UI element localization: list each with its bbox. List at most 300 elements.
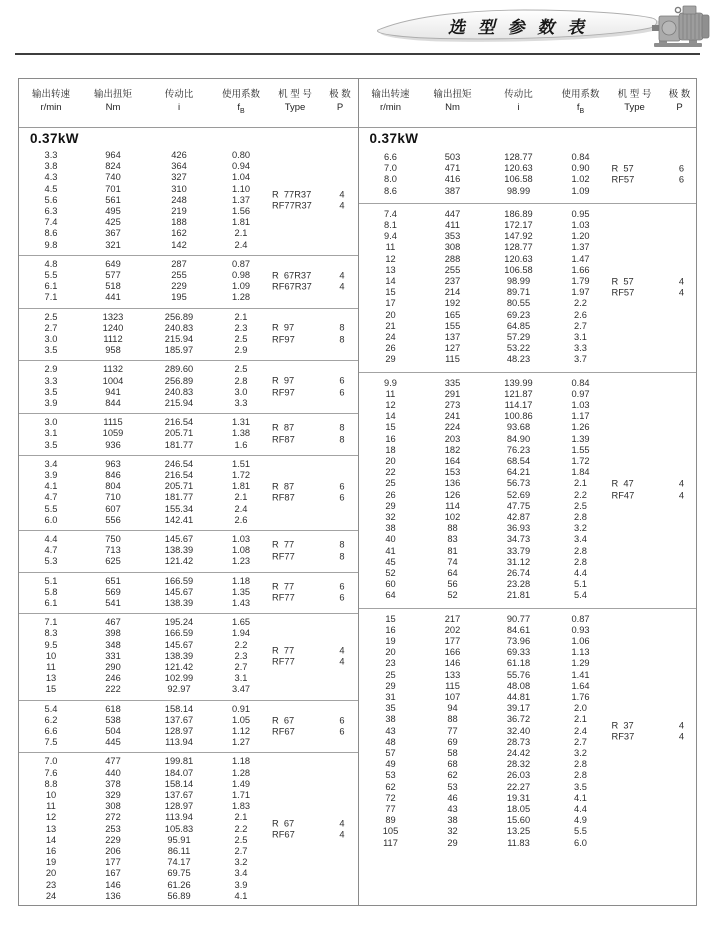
table-section (359, 608, 697, 855)
speed-cell: 5.5 (44, 269, 58, 280)
ratio-cell: 32.40 (506, 725, 531, 736)
torque-cell: 241 (444, 411, 461, 422)
torque-cell: 146 (444, 658, 461, 669)
fb-cell: 5.4 (574, 590, 587, 601)
ratio-cell: 36.72 (506, 714, 531, 725)
fb-cell: 2.2 (574, 489, 587, 500)
ratio-cell: 56.89 (167, 890, 191, 901)
fb-cell: 0.84 (571, 151, 590, 162)
ratio-cell: 327 (171, 172, 187, 183)
fb-cell: 4.1 (234, 890, 248, 901)
ratio-cell: 105.83 (164, 823, 194, 834)
type-cell: R 67 (272, 818, 295, 829)
ratio-cell: 138.39 (164, 545, 194, 556)
ratio-cell: 92.97 (167, 684, 191, 695)
torque-cell: 710 (105, 492, 121, 503)
fb-cell: 4.1 (574, 792, 587, 803)
torque-cell: 237 (444, 275, 461, 286)
model-line (267, 581, 357, 593)
model-line (267, 282, 357, 294)
speed-cell: 8.1 (384, 219, 397, 230)
speed-cell: 4.4 (44, 533, 58, 544)
speed-cell: 16 (385, 433, 396, 444)
speed-cell: 18 (385, 444, 396, 455)
poles-cell: 6 (339, 375, 345, 386)
torque-cell: 69 (447, 736, 458, 747)
fb-cell: 2.1 (574, 714, 587, 725)
speed-cell: 3.8 (44, 161, 58, 172)
speed-cell: 29 (385, 680, 396, 691)
ratio-cell: 21.81 (506, 590, 531, 601)
speed-cell: 7.1 (44, 292, 58, 303)
torque-cell: 941 (105, 386, 121, 397)
model-poles-block (267, 715, 357, 738)
type-cell: R 57 (611, 163, 634, 174)
torque-cell: 411 (445, 219, 460, 230)
speed-cell: 15 (385, 613, 396, 624)
torque-cell: 335 (444, 377, 461, 388)
torque-cell: 272 (105, 812, 121, 823)
torque-cell: 518 (105, 281, 121, 292)
torque-cell: 607 (105, 503, 121, 514)
poles-cell: 4 (678, 490, 685, 501)
speed-cell: 7.4 (44, 217, 58, 228)
torque-cell: 936 (105, 439, 121, 450)
model-line (267, 593, 357, 605)
fb-cell: 4.4 (574, 804, 587, 815)
torque-cell: 625 (105, 556, 121, 567)
ratio-cell: 15.60 (506, 815, 531, 826)
speed-cell: 12 (45, 812, 57, 823)
ratio-cell: 121.42 (164, 662, 194, 673)
fb-cell: 1.18 (231, 756, 251, 767)
ratio-cell: 137.67 (164, 790, 194, 801)
torque-cell: 192 (444, 298, 461, 309)
speed-cell: 3.5 (44, 439, 58, 450)
fb-cell: 2.6 (574, 309, 587, 320)
poles-cell: 4 (678, 478, 685, 489)
fb-cell: 2.6 (234, 514, 248, 525)
ratio-cell: 195 (171, 292, 187, 303)
fb-cell: 3.2 (574, 748, 587, 759)
ratio-cell: 33.79 (506, 545, 531, 556)
model-line (267, 201, 357, 213)
ratio-cell: 22.27 (506, 781, 531, 792)
fb-cell: 1.03 (571, 219, 590, 230)
type-cell: RF77 (272, 551, 295, 562)
fb-cell: 1.31 (231, 417, 251, 428)
torque-cell: 74 (447, 556, 458, 567)
speed-cell: 23 (385, 658, 396, 669)
fb-cell: 0.90 (571, 163, 590, 174)
ratio-cell: 364 (171, 161, 187, 172)
ratio-cell: 139.99 (504, 377, 533, 388)
ratio-cell: 142.41 (164, 514, 194, 525)
speed-cell: 14 (45, 834, 57, 845)
speed-cell: 53 (385, 770, 396, 781)
speed-cell: 5.5 (44, 503, 58, 514)
ratio-cell: 69.33 (506, 647, 531, 658)
fb-cell: 1.28 (231, 767, 251, 778)
speed-cell: 35 (385, 703, 396, 714)
fb-cell: 3.47 (231, 684, 251, 695)
ratio-cell: 199.81 (164, 756, 194, 767)
ratio-cell: 216.54 (164, 417, 194, 428)
model-poles-block (607, 276, 697, 299)
fb-cell: 2.8 (574, 556, 587, 567)
torque-cell: 107 (444, 692, 461, 703)
table-section (19, 455, 358, 530)
model-line (267, 715, 357, 727)
ratio-cell: 145.67 (164, 586, 194, 597)
speed-cell: 17 (385, 298, 396, 309)
fb-cell: 1.79 (571, 275, 590, 286)
speed-cell: 6.0 (44, 514, 58, 525)
table-section (19, 255, 358, 308)
ratio-cell: 56.73 (506, 478, 531, 489)
speed-cell: 7.1 (44, 617, 58, 628)
ratio-cell: 240.83 (164, 386, 194, 397)
fb-cell: 2.4 (234, 239, 248, 250)
speed-cell: 11 (385, 388, 396, 399)
gearmotor-image (650, 2, 714, 50)
type-cell: R 37 (611, 720, 634, 731)
ratio-cell: 18.05 (506, 804, 531, 815)
poles-cell: 4 (339, 270, 345, 281)
speed-cell: 20 (385, 647, 396, 658)
ratio-cell: 142 (171, 239, 187, 250)
torque-cell: 416 (444, 174, 461, 185)
speed-cell: 5.4 (44, 703, 58, 714)
ratio-cell: 240.83 (164, 322, 194, 333)
torque-cell: 331 (105, 650, 121, 661)
fb-cell: 1.12 (231, 726, 251, 737)
torque-cell: 56 (447, 579, 458, 590)
torque-cell: 495 (105, 205, 121, 216)
speed-cell: 8.6 (44, 228, 58, 239)
header-model: 机 型 号 Type (278, 89, 312, 113)
torque-cell: 88 (447, 714, 458, 725)
fb-cell: 1.97 (571, 287, 590, 298)
type-cell: R 77 (272, 539, 295, 550)
torque-cell: 290 (105, 662, 121, 673)
fb-cell: 2.8 (574, 759, 587, 770)
fb-cell: 2.3 (234, 322, 248, 333)
fb-cell: 1.17 (571, 411, 590, 422)
torque-cell: 445 (105, 737, 121, 748)
ratio-cell: 128.97 (164, 801, 194, 812)
ratio-cell: 113.94 (165, 737, 193, 748)
poles-cell: 4 (339, 656, 345, 667)
type-cell: RF67R37 (272, 281, 312, 292)
torque-cell: 32 (447, 826, 458, 837)
speed-cell: 16 (45, 846, 57, 857)
speed-cell: 11 (46, 662, 56, 673)
poles-cell: 6 (339, 581, 345, 592)
fb-cell: 1.76 (571, 692, 590, 703)
ratio-cell: 155.34 (164, 503, 194, 514)
model-line (267, 645, 357, 657)
torque-cell: 824 (105, 161, 121, 172)
ratio-cell: 74.17 (167, 857, 191, 868)
speed-cell: 72 (385, 792, 396, 803)
speed-cell: 49 (385, 759, 396, 770)
speed-cell: 10 (45, 650, 57, 661)
header-output-torque: 输出扭矩 Nm (433, 89, 472, 113)
speed-cell: 8.6 (384, 185, 397, 196)
torque-cell: 77 (447, 725, 458, 736)
torque-cell: 88 (447, 523, 458, 534)
torque-cell: 202 (444, 624, 461, 635)
fb-cell: 3.4 (234, 868, 248, 879)
torque-cell: 561 (105, 194, 121, 205)
fb-cell: 3.0 (234, 386, 248, 397)
model-line (607, 163, 697, 175)
type-cell: R 67R37 (272, 270, 312, 281)
fb-cell: 1.47 (571, 253, 590, 264)
ratio-cell: 114.17 (504, 399, 533, 410)
speed-cell: 3.4 (44, 458, 58, 469)
ratio-cell: 31.12 (506, 556, 531, 567)
torque-cell: 348 (105, 639, 121, 650)
torque-cell: 963 (105, 458, 121, 469)
ratio-cell: 47.75 (506, 500, 531, 511)
speed-cell: 5.3 (44, 556, 58, 567)
poles-cell: 8 (339, 551, 345, 562)
fb-cell: 3.7 (574, 354, 587, 365)
ratio-cell: 102.99 (164, 673, 194, 684)
fb-cell: 0.80 (231, 149, 251, 160)
fb-cell: 2.1 (234, 311, 248, 322)
speed-cell: 24 (45, 890, 57, 901)
fb-cell: 0.84 (571, 377, 590, 388)
torque-cell: 53 (447, 781, 458, 792)
ratio-cell: 39.17 (506, 703, 531, 714)
type-cell: RF77R37 (272, 200, 312, 211)
speed-cell: 9.4 (384, 231, 397, 242)
table-section (359, 372, 697, 608)
poles-cell: 4 (678, 731, 685, 742)
model-line (607, 720, 697, 732)
model-poles-block (267, 376, 357, 399)
ratio-cell: 52.69 (506, 489, 531, 500)
torque-cell: 222 (105, 684, 121, 695)
fb-cell: 1.02 (571, 174, 590, 185)
fb-cell: 0.91 (231, 703, 251, 714)
torque-cell: 387 (444, 185, 461, 196)
torque-cell: 214 (444, 287, 461, 298)
torque-cell: 127 (444, 343, 461, 354)
torque-cell: 569 (105, 586, 121, 597)
type-cell: RF97 (272, 334, 295, 345)
poles-cell: 4 (339, 281, 345, 292)
torque-cell: 353 (444, 231, 461, 242)
speed-cell: 45 (385, 556, 396, 567)
fb-cell: 0.87 (231, 258, 251, 269)
poles-cell: 4 (339, 189, 345, 200)
fb-cell: 3.2 (574, 523, 587, 534)
torque-cell: 504 (105, 726, 121, 737)
ratio-cell: 287 (171, 258, 187, 269)
speed-cell: 15 (385, 422, 396, 433)
speed-cell: 6.3 (44, 205, 58, 216)
fb-cell: 1.94 (231, 628, 251, 639)
speed-cell: 16 (385, 624, 396, 635)
ratio-cell: 26.03 (506, 770, 531, 781)
speed-cell: 4.7 (44, 545, 58, 556)
torque-cell: 203 (444, 433, 461, 444)
ratio-cell: 145.67 (164, 533, 194, 544)
speed-cell: 38 (385, 714, 396, 725)
model-poles-block (267, 270, 357, 293)
ratio-cell: 100.86 (504, 411, 533, 422)
ratio-cell: 98.99 (506, 185, 531, 196)
model-poles-block (607, 479, 697, 502)
fb-cell: 3.4 (574, 534, 587, 545)
speed-cell: 4.3 (44, 172, 58, 183)
model-line (267, 434, 357, 446)
fb-cell: 2.8 (234, 375, 248, 386)
table-left-column (19, 79, 358, 905)
speed-cell: 11 (46, 801, 56, 812)
speed-cell: 14 (385, 275, 396, 286)
torque-cell: 398 (105, 628, 121, 639)
table-section (19, 752, 358, 905)
torque-cell: 137 (444, 331, 461, 342)
fb-cell: 1.41 (571, 669, 590, 680)
ratio-cell: 158.14 (164, 703, 194, 714)
speed-cell: 60 (385, 579, 396, 590)
table-section (359, 147, 697, 203)
model-poles-block (607, 720, 697, 743)
fb-cell: 2.4 (574, 725, 587, 736)
speed-cell: 52 (385, 568, 396, 578)
model-line (267, 323, 357, 335)
type-cell: RF67 (272, 726, 295, 737)
fb-cell: 1.13 (571, 647, 590, 658)
model-line (267, 540, 357, 552)
ratio-cell: 36.93 (506, 523, 531, 534)
fb-cell: 2.8 (574, 511, 587, 522)
fb-cell: 1.08 (231, 545, 251, 556)
torque-cell: 846 (105, 469, 121, 480)
torque-cell: 102 (444, 511, 461, 522)
model-poles-block (267, 423, 357, 446)
fb-cell: 2.7 (574, 736, 587, 747)
speed-cell: 11 (385, 242, 396, 253)
torque-cell: 133 (444, 669, 461, 680)
fb-cell: 2.2 (574, 298, 587, 309)
torque-cell: 217 (444, 613, 461, 624)
speed-cell: 19 (385, 636, 396, 647)
model-line (607, 175, 697, 187)
speed-cell: 9.8 (44, 239, 58, 250)
speed-cell: 3.3 (44, 149, 58, 160)
speed-cell: 6.1 (44, 281, 58, 292)
fb-cell: 1.72 (231, 469, 251, 480)
torque-cell: 447 (444, 208, 461, 219)
torque-cell: 206 (105, 846, 121, 857)
speed-cell: 62 (385, 781, 396, 792)
torque-cell: 115 (445, 354, 460, 365)
fb-cell: 1.37 (231, 194, 251, 205)
torque-cell: 29 (447, 837, 458, 848)
ratio-cell: 158.14 (164, 778, 194, 789)
fb-cell: 2.2 (234, 639, 248, 650)
table-section (19, 147, 358, 255)
ratio-cell: 188 (171, 217, 187, 228)
type-cell: RF87 (272, 492, 295, 503)
torque-cell: 52 (447, 590, 458, 601)
torque-cell: 166 (444, 647, 461, 658)
ratio-cell: 76.23 (506, 444, 531, 455)
ratio-cell: 68.54 (506, 455, 531, 466)
torque-cell: 471 (444, 163, 461, 174)
poles-cell: 6 (339, 387, 345, 398)
torque-cell: 136 (105, 890, 121, 901)
ratio-cell: 23.28 (506, 579, 531, 590)
fb-cell: 2.8 (574, 770, 587, 781)
model-line (267, 334, 357, 346)
speed-cell: 13 (45, 823, 57, 834)
header-service-factor: 使用系数 $f_B$ (561, 89, 600, 115)
torque-cell: 146 (105, 879, 121, 890)
ratio-cell: 69.23 (506, 309, 531, 320)
speed-cell: 9.5 (44, 639, 58, 650)
torque-cell: 541 (105, 598, 121, 608)
fb-cell: 1.55 (571, 444, 590, 455)
power-rating-label: 0.37kW (369, 130, 419, 146)
poles-cell: 4 (678, 276, 685, 287)
ratio-cell: 215.94 (164, 397, 194, 408)
fb-cell: 5.5 (574, 826, 587, 837)
fb-cell: 0.94 (231, 161, 251, 172)
fb-cell: 1.72 (571, 455, 590, 466)
speed-cell: 7.5 (44, 737, 58, 748)
ratio-cell: 93.68 (506, 422, 531, 433)
ratio-cell: 48.08 (506, 680, 531, 691)
torque-cell: 844 (105, 397, 121, 408)
fb-cell: 1.03 (231, 533, 251, 544)
ratio-cell: 166.59 (164, 628, 194, 639)
torque-cell: 64 (447, 568, 458, 578)
speed-cell: 31 (385, 692, 396, 703)
poles-cell: 6 (339, 592, 345, 603)
torque-cell: 308 (444, 242, 461, 253)
header-poles: 极 数 P (668, 89, 691, 113)
model-poles-block (267, 189, 357, 212)
speed-cell: 4.1 (44, 481, 58, 492)
ratio-cell: 248 (171, 194, 187, 205)
speed-cell: 14 (385, 411, 396, 422)
model-line (267, 657, 357, 669)
fb-cell: 2.7 (234, 846, 248, 857)
header-poles: 极 数 P (329, 89, 351, 113)
speed-cell: 12 (385, 399, 396, 410)
ratio-cell: 84.61 (506, 624, 531, 635)
ratio-cell: 61.18 (506, 658, 531, 669)
torque-cell: 114 (445, 500, 460, 511)
ratio-cell: 34.73 (506, 534, 531, 545)
fb-cell: 2.5 (234, 834, 248, 845)
ratio-cell: 185.97 (164, 345, 194, 356)
fb-cell: 1.66 (571, 264, 590, 275)
fb-cell: 0.97 (571, 388, 590, 399)
fb-cell: 2.9 (234, 345, 248, 356)
type-cell: RF47 (611, 490, 635, 501)
ratio-cell: 147.92 (504, 231, 533, 242)
fb-cell: 1.35 (231, 586, 251, 597)
